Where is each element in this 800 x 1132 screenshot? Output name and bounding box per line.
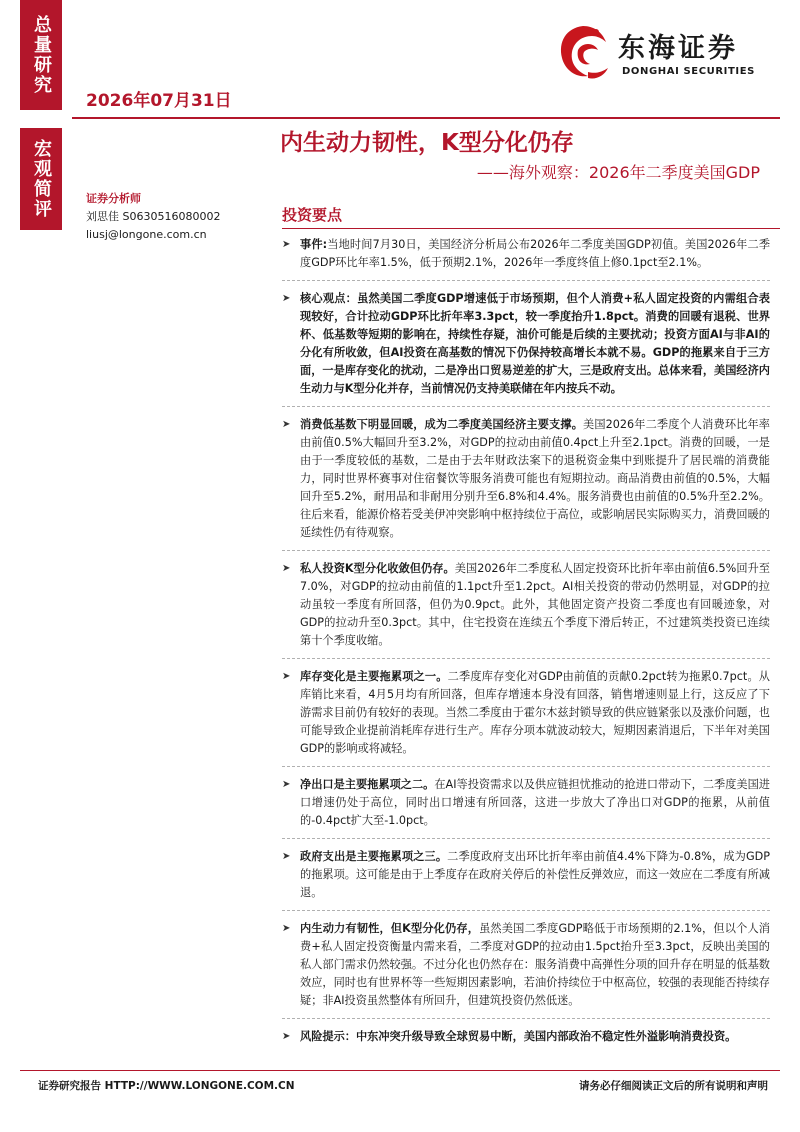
section-heading: 投资要点 xyxy=(282,206,343,224)
dashed-divider xyxy=(282,280,770,281)
dashed-divider xyxy=(282,910,770,911)
dashed-divider xyxy=(282,550,770,551)
arrow-bullet-icon: ➤ xyxy=(282,851,291,862)
analyst-info xyxy=(86,190,220,244)
logo-chinese-name: 东海证券 xyxy=(618,33,738,64)
dashed-divider xyxy=(282,766,770,767)
footer-disclaimer: 请务必仔细阅读正文后的所有说明和声明 xyxy=(579,1080,768,1092)
point-body: 美国2026年二季度个人消费环比年率由前值0.5%大幅回升至3.2%，对GDP的拉动由前值0.4pct上升至2.1pct。消费的回暖，一是由于一季度较低的基数，二是由于去年财政法案下的退税资金集中到账提升了居民端的消费能力，同时世界杯赛事对住宿餐饮等服务消费可能也有短期拉动。商品消费由前值的0.5%，大幅回升至5.2%，耐用品和非耐用分别升至6.8%和4.4%。服务消费也由前值的0.5%升至2.2%。往后来看，能源价格若受美伊冲突影响中枢持续位于高位，或影响居民实际购买力，消费回暖的延续性仍有待观察。 xyxy=(300,418,770,539)
analyst-heading: 证券分析师 xyxy=(86,192,141,205)
key-points-list xyxy=(282,236,770,1046)
point-lead: 核心观点：虽然美国二季度GDP增速低于市场预期，但个人消费+私人固定投资的内需组合表现较好，合计拉动GDP环比折年率3.3pct，较一季度抬升1.8pct。消费的回暖有退税、世界杯、低基数等短期的影响在，持续性存疑，油价可能是后续的主要扰动；投资方面AI与非AI的分化有所收敛，但AI投资在高基数的情况下仍保持较高增长本就不易。GDP的拖累来自于三方面，一是库存变化的扰动，二是净出口贸易逆差的扩大，三是政府支出。总体来看，美国经济内生动力与K型分化并存，当前情况仍支持美联储在年内按兵不动。 xyxy=(300,292,770,395)
company-logo xyxy=(552,20,782,86)
point-body: 二季度政府支出环比折年率由前值4.4%下降为-0.8%，成为GDP的拖累项。这可能是由于上季度存在政府关停后的补偿性反弹效应，而这一效应在二季度有所减退。 xyxy=(300,850,770,899)
arrow-bullet-icon: ➤ xyxy=(282,563,291,574)
header-divider xyxy=(72,117,780,119)
report-subtitle: ——海外观察：2026年二季度美国GDP xyxy=(476,163,760,182)
dragon-logo-icon xyxy=(552,20,614,84)
point-lead: 消费低基数下明显回暖，成为二季度美国经济主要支撑。 xyxy=(300,418,584,431)
logo-english-name: DONGHAI SECURITIES xyxy=(622,66,755,77)
analyst-email[interactable]: liusj@longone.com.cn xyxy=(86,228,207,241)
point-body: 在AI等投资需求以及供应链担忧推动的抢进口带动下，二季度美国进口增速仍处于高位，同时出口增速有所回落，这进一步放大了净出口对GDP的拖累，从前值的-0.4pct扩大至-1.0pct。 xyxy=(300,778,770,827)
category-tag-macro: 宏观简评 xyxy=(20,128,62,230)
point-body: 当地时间7月30日，美国经济分析局公布2026年二季度美国GDP初值。美国2026年二季度GDP环比年率1.5%，低于预期2.1%，2026年一季度终值上修0.1pct至2.1%。 xyxy=(300,238,771,269)
arrow-bullet-icon: ➤ xyxy=(282,293,291,304)
footer-website[interactable]: 证券研究报告 HTTP://WWW.LONGONE.COM.CN xyxy=(38,1080,295,1092)
arrow-bullet-icon: ➤ xyxy=(282,1031,291,1042)
list-item xyxy=(282,236,770,272)
list-item xyxy=(282,776,770,830)
point-body: 二季度库存变化对GDP由前值的贡献0.2pct转为拖累0.7pct。从库销比来看，4月5月均有所回落，但库存增速本身没有回落，销售增速则显上行，这反应了下游需求目前仍有较好的表现。当然二季度由于霍尔木兹封锁导致的供应链紧张以及涨价问题，也可能导致企业提前消耗库存进行生产。库存分项本就波动较大，短期因素消退后，下半年对美国GDP的影响或将减轻。 xyxy=(300,670,770,755)
arrow-bullet-icon: ➤ xyxy=(282,671,291,682)
point-body: 美国2026年二季度私人固定投资环比折年率由前值6.5%回升至7.0%，对GDP的拉动由前值的1.1pct升至1.2pct。AI相关投资的带动仍然明显，对GDP的拉动虽较一季度有所回落，但仍为0.9pct。此外，其他固定资产投资二季度也有回暖迹象，对GDP的拉动升至0.3pct。其中，住宅投资在连续五个季度下滑后转正，不过建筑类投资已连续第十个季度收缩。 xyxy=(300,562,770,647)
list-item xyxy=(282,920,770,1010)
arrow-bullet-icon: ➤ xyxy=(282,239,291,250)
list-item xyxy=(282,290,770,398)
report-date: 2026年07月31日 xyxy=(86,91,232,111)
point-lead: 私人投资K型分化收敛但仍存。 xyxy=(300,562,455,575)
arrow-bullet-icon: ➤ xyxy=(282,419,291,430)
arrow-bullet-icon: ➤ xyxy=(282,923,291,934)
list-item xyxy=(282,848,770,902)
list-item xyxy=(282,1028,770,1046)
arrow-bullet-icon: ➤ xyxy=(282,779,291,790)
analyst-name: 刘思佳 S0630516080002 xyxy=(86,210,221,223)
dashed-divider xyxy=(282,658,770,659)
list-item xyxy=(282,560,770,650)
dashed-divider xyxy=(282,1018,770,1019)
point-lead: 事件: xyxy=(300,238,328,251)
list-item xyxy=(282,416,770,542)
point-lead: 风险提示：中东冲突升级导致全球贸易中断，美国内部政治不稳定性外溢影响消费投资。 xyxy=(300,1030,737,1043)
point-lead: 政府支出是主要拖累项之三。 xyxy=(300,850,448,863)
section-divider xyxy=(282,228,780,229)
footer-divider xyxy=(20,1070,780,1071)
point-lead: 净出口是主要拖累项之二。 xyxy=(300,778,435,791)
point-body: 虽然美国二季度GDP略低于市场预期的2.1%，但以个人消费+私人固定投资衡量内需来看，二季度对GDP的拉动由1.5pct抬升至3.3pct，反映出美国的私人部门需求仍然较强。不过分化也仍然存在：服务消费中高弹性分项的回升存在明显的低基数效应，同时也有世界杯等一些短期因素影响，若油价持续位于中枢高位，较强的表现能否持续存疑；非AI投资虽然整体有所回升，但建筑投资仍然低迷。 xyxy=(300,922,770,1007)
dashed-divider xyxy=(282,838,770,839)
point-lead: 库存变化是主要拖累项之一。 xyxy=(300,670,448,683)
category-tag-research: 总量研究 xyxy=(20,0,62,110)
point-lead: 内生动力有韧性，但K型分化仍存， xyxy=(300,922,480,935)
list-item xyxy=(282,668,770,758)
dashed-divider xyxy=(282,406,770,407)
report-title: 内生动力韧性，K型分化仍存 xyxy=(280,130,574,156)
